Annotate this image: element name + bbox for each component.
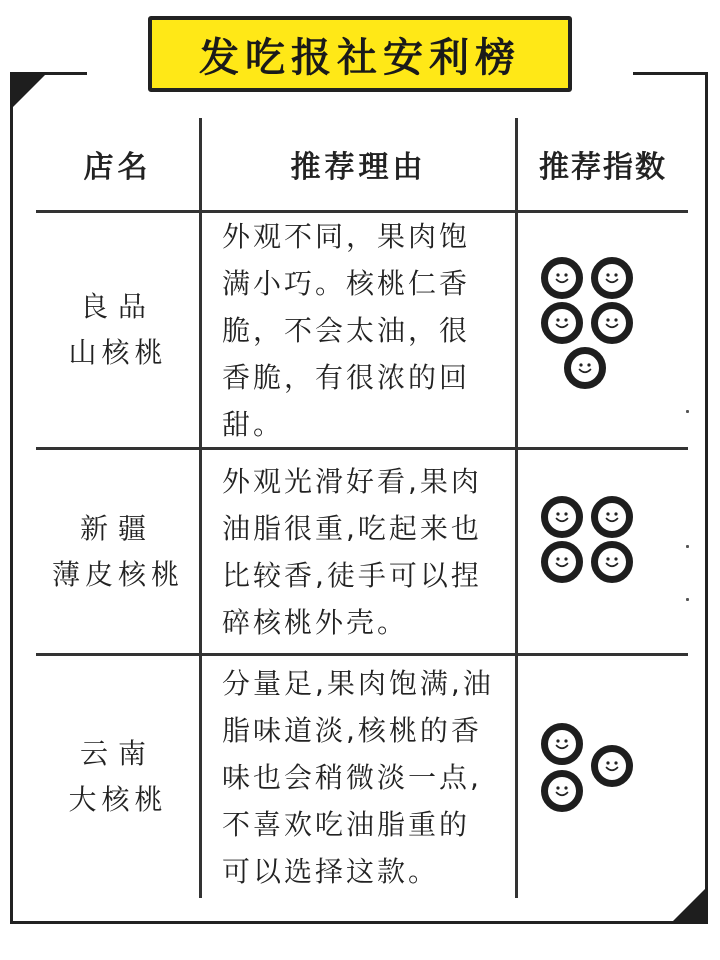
store-name-line2: 薄皮核桃 xyxy=(51,557,184,591)
decorative-dot xyxy=(686,598,689,601)
smiley-face-icon xyxy=(591,541,633,583)
reason-text: 外观不同，果肉饱满小巧。核桃仁香脆，不会太油，很香脆，有很浓的回甜。 xyxy=(222,219,471,441)
table-row-2-reason xyxy=(222,450,498,653)
table-row-3-rating xyxy=(516,656,688,898)
smiley-face-icon xyxy=(541,723,583,765)
reason-text: 分量足,果肉饱满,油脂味道淡,核桃的香味也会稍微淡一点,不喜欢吃油脂重的可以选择这款。 xyxy=(222,666,494,888)
smiley-face-icon xyxy=(541,541,583,583)
smiley-face-icon xyxy=(591,257,633,299)
corner-triangle-top-left xyxy=(10,72,48,110)
smiley-face-icon xyxy=(541,257,583,299)
decorative-dot xyxy=(686,410,689,413)
frame-left xyxy=(10,72,13,924)
table-row-3-reason xyxy=(222,656,498,898)
table-row-1-rating xyxy=(516,213,688,447)
store-name-line1: 云南 xyxy=(79,737,156,770)
store-name-line2: 山核桃 xyxy=(68,336,168,369)
smiley-face-icon xyxy=(591,496,633,538)
table-row-3-store xyxy=(36,656,200,898)
smiley-face-icon xyxy=(541,770,583,812)
frame-right xyxy=(705,72,708,924)
table-row-2-store xyxy=(36,450,200,653)
smiley-face-icon xyxy=(541,302,583,344)
frame-top-right xyxy=(633,72,708,75)
table-row-1-store xyxy=(36,213,200,447)
store-name-line1: 良品 xyxy=(79,290,156,323)
reason-text: 外观光滑好看,果肉油脂很重,吃起来也比较香,徒手可以捏碎核桃外壳。 xyxy=(222,464,482,639)
store-name-line2: 大核桃 xyxy=(68,783,168,816)
decorative-dot xyxy=(686,545,689,548)
smiley-face-icon xyxy=(591,745,633,787)
title-banner xyxy=(148,16,572,92)
header-rating: 推荐指数 xyxy=(539,150,667,185)
header-reason: 推荐理由 xyxy=(290,150,427,185)
page-title: 发吃报社安利榜 xyxy=(199,34,521,81)
smiley-face-icon xyxy=(591,302,633,344)
header-store: 店名 xyxy=(83,150,152,185)
smiley-face-icon xyxy=(564,347,606,389)
frame-bottom xyxy=(10,921,708,924)
store-name-line1: 新疆 xyxy=(79,511,156,545)
table-row-1-reason xyxy=(222,213,498,447)
table-row-2-rating xyxy=(516,450,688,653)
smiley-face-icon xyxy=(541,496,583,538)
